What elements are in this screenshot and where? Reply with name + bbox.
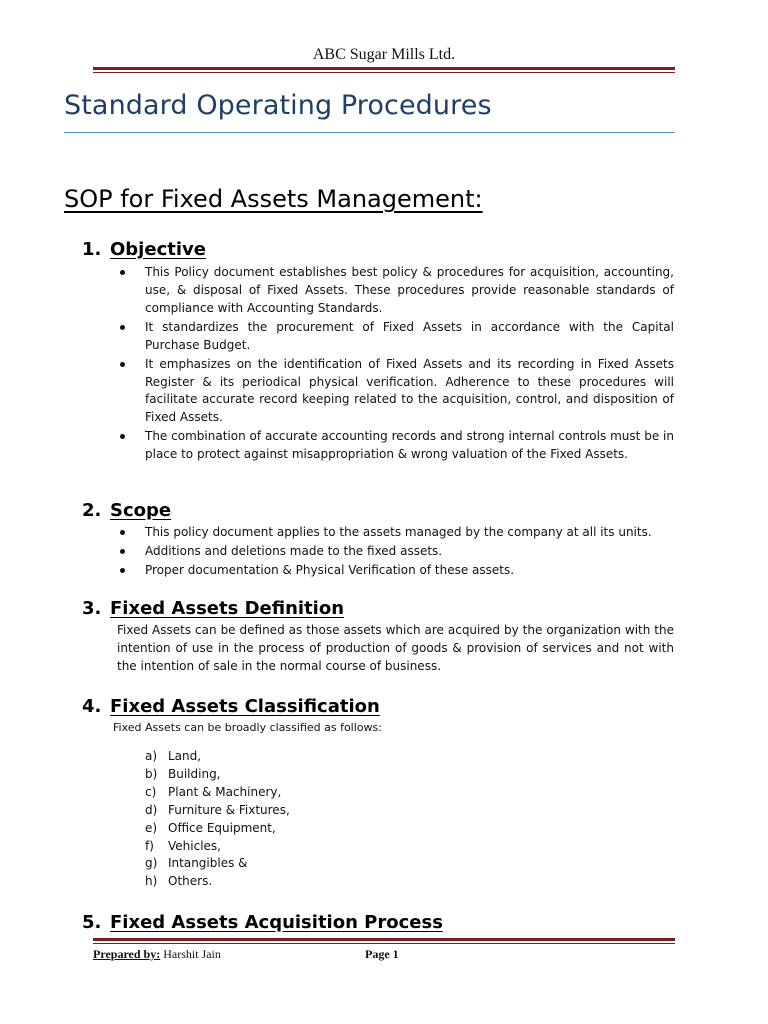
prepared-by-label: Prepared by: xyxy=(93,947,161,961)
list-item xyxy=(145,784,290,802)
prepared-by-name: Harshit Jain xyxy=(160,947,221,961)
list-item xyxy=(145,838,290,856)
list-item: The combination of accurate accounting records and strong internal controls must be in place to protect against misappropriation & wrong valuation of the Fixed Assets. xyxy=(117,428,674,464)
list-item xyxy=(145,802,290,820)
list-item-text: Building, xyxy=(168,766,221,781)
footer-rule xyxy=(93,938,675,944)
list-marker: e) xyxy=(145,820,158,835)
list-item: It standardizes the procurement of Fixed Assets in accordance with the Capital Purchase Budget. xyxy=(117,319,674,355)
list-item-text: Land, xyxy=(168,749,202,763)
section-number: 4. xyxy=(82,696,102,717)
list-item-text: Office Equipment, xyxy=(168,820,276,835)
section-classification-heading xyxy=(82,696,380,717)
list-marker: b) xyxy=(145,766,158,781)
section-definition-heading xyxy=(82,598,344,619)
list-marker: d) xyxy=(145,802,158,817)
header-rule xyxy=(93,67,675,73)
section-heading-text: Scope xyxy=(110,500,172,521)
section-number: 1. xyxy=(82,239,102,260)
section-number: 5. xyxy=(82,912,102,933)
definition-paragraph: Fixed Assets can be defined as those assets which are acquired by the organization with the intention of use in the process of production of goods & provision of services and not with the intention of sale in the normal course of business. xyxy=(117,623,674,673)
page-footer xyxy=(93,947,675,962)
objective-bullet-list xyxy=(117,264,674,465)
document-title: Standard Operating Procedures xyxy=(64,90,492,121)
section-heading-text: Objective xyxy=(110,239,206,260)
sop-title: SOP for Fixed Assets Management: xyxy=(64,185,483,213)
section-scope-heading xyxy=(82,500,171,521)
section-objective-heading xyxy=(82,239,206,260)
list-item xyxy=(145,855,290,873)
page-number: Page 1 xyxy=(365,947,399,961)
list-item: This Policy document establishes best policy & procedures for acquisition, accounting, use, & disposal of Fixed Assets. These procedures provide reasonable standards of compliance with Accounting Standards. xyxy=(117,264,674,317)
list-marker: c) xyxy=(145,784,157,799)
list-item: Additions and deletions made to the fixed assets. xyxy=(117,543,674,561)
list-item xyxy=(145,766,290,784)
list-item-text: Furniture & Fixtures, xyxy=(168,802,290,817)
section-acquisition-heading xyxy=(82,912,443,933)
list-item xyxy=(145,873,290,891)
header-company-name: ABC Sugar Mills Ltd. xyxy=(312,46,456,63)
list-item-text: Intangibles & xyxy=(168,856,248,871)
list-item-text: Vehicles, xyxy=(168,838,221,853)
section-heading-text: Fixed Assets Classification xyxy=(110,696,380,717)
list-item: This policy document applies to the assets managed by the company at all its units. xyxy=(117,524,674,542)
section-number: 3. xyxy=(82,598,102,619)
classification-list xyxy=(145,748,290,891)
list-item xyxy=(145,820,290,838)
section-heading-text: Fixed Assets Definition xyxy=(110,598,345,619)
list-item-text: Others. xyxy=(168,874,213,889)
list-marker: f) xyxy=(145,838,154,853)
scope-bullet-list xyxy=(117,524,674,582)
list-marker: a) xyxy=(145,749,158,763)
list-item-text: Plant & Machinery, xyxy=(168,784,282,799)
section-number: 2. xyxy=(82,500,102,521)
list-item xyxy=(145,748,290,766)
list-item: It emphasizes on the identification of Fixed Assets and its recording in Fixed Assets Register & its periodical physical verification. Adherence to these procedures will facilitate accurate record keeping related to the acquisition, control, and disposition of Fixed Assets. xyxy=(117,356,674,427)
list-marker: h) xyxy=(145,874,158,889)
classification-intro: Fixed Assets can be broadly classified as follows: xyxy=(113,721,382,734)
list-marker: g) xyxy=(145,856,158,871)
section-heading-text: Fixed Assets Acquisition Process xyxy=(110,912,443,933)
list-item: Proper documentation & Physical Verification of these assets. xyxy=(117,562,674,580)
title-underline xyxy=(64,132,675,133)
